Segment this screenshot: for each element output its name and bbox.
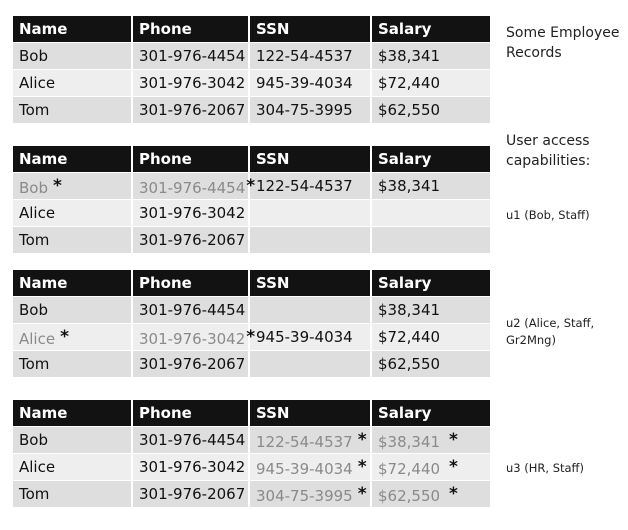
salary-cell <box>372 454 490 480</box>
header-phone: Phone <box>133 270 248 296</box>
header-name: Name <box>13 400 131 426</box>
ssn-cell <box>250 481 370 507</box>
table-row <box>13 324 490 350</box>
ssn-cell: 122-54-4537 <box>250 173 370 199</box>
table-row <box>13 200 490 226</box>
phone-cell: 301-976-4454 <box>133 43 248 69</box>
header-name: Name <box>13 270 131 296</box>
star-marker: * <box>357 483 367 504</box>
salary-cell <box>372 200 490 226</box>
salary-cell: $62,550 <box>372 351 490 377</box>
star-marker: * <box>357 456 367 477</box>
ssn-cell <box>250 227 370 253</box>
records-caption: Some Employee Records <box>506 25 620 61</box>
name-text: Alice <box>19 329 56 348</box>
table-row <box>13 43 490 69</box>
salary-cell: $38,341 <box>372 173 490 199</box>
u2-user-label: u2 (Alice, Staff, Gr2Mng) <box>506 316 595 347</box>
header-ssn: SSN <box>250 16 370 42</box>
ssn-cell <box>250 200 370 226</box>
ssn-cell <box>250 427 370 453</box>
header-ssn: SSN <box>250 400 370 426</box>
header-name: Name <box>13 146 131 172</box>
name-cell: Tom <box>13 227 131 253</box>
star-marker: * <box>53 175 62 196</box>
header-salary: Salary <box>372 270 490 296</box>
table-row <box>13 227 490 253</box>
u1-user-label: u1 (Bob, Staff) <box>506 208 590 222</box>
ssn-cell: 304-75-3995 <box>250 97 370 123</box>
salary-cell: $62,550 <box>372 97 490 123</box>
star-marker: * <box>449 429 458 450</box>
phone-cell: 301-976-3042 <box>133 454 248 480</box>
header-phone: Phone <box>133 16 248 42</box>
ssn-cell: 122-54-4537 <box>250 43 370 69</box>
phone-cell: 301-976-4454 <box>133 297 248 323</box>
ssn-cell <box>250 351 370 377</box>
salary-text: $62,550 <box>378 486 441 505</box>
phone-cell: 301-976-2067 <box>133 97 248 123</box>
table-row <box>13 97 490 123</box>
header-phone: Phone <box>133 400 248 426</box>
u2-view-table <box>11 269 492 378</box>
salary-text: $72,440 <box>378 459 441 478</box>
header-salary: Salary <box>372 400 490 426</box>
phone-text: 301-976-4454 <box>139 178 246 197</box>
salary-cell <box>372 427 490 453</box>
star-marker: * <box>449 456 458 477</box>
header-row <box>13 400 490 426</box>
star-marker: * <box>246 175 256 196</box>
ssn-text: 945-39-4034 <box>256 459 353 478</box>
table-row <box>13 173 490 199</box>
phone-cell: 301-976-3042 <box>133 200 248 226</box>
header-name: Name <box>13 16 131 42</box>
u3-view-table <box>11 399 492 508</box>
header-row <box>13 146 490 172</box>
phone-cell: 301-976-4454 <box>133 427 248 453</box>
star-marker: * <box>357 429 367 450</box>
name-cell <box>13 173 131 199</box>
phone-text: 301-976-3042 <box>139 329 246 348</box>
ssn-text: 304-75-3995 <box>256 486 353 505</box>
phone-cell: 301-976-2067 <box>133 351 248 377</box>
name-cell <box>13 324 131 350</box>
header-row <box>13 16 490 42</box>
header-salary: Salary <box>372 16 490 42</box>
phone-cell: 301-976-3042 <box>133 70 248 96</box>
star-marker: * <box>60 326 69 347</box>
phone-cell: 301-976-2067 <box>133 227 248 253</box>
salary-cell: $72,440 <box>372 324 490 350</box>
phone-cell <box>133 173 256 199</box>
ssn-cell: 945-39-4034 <box>250 70 370 96</box>
name-cell: Bob <box>13 43 131 69</box>
salary-text: $38,341 <box>378 432 441 451</box>
name-cell: Bob <box>13 427 131 453</box>
name-cell: Tom <box>13 481 131 507</box>
header-ssn: SSN <box>250 270 370 296</box>
salary-cell: $38,341 <box>372 297 490 323</box>
phone-cell: 301-976-2067 <box>133 481 248 507</box>
table-row <box>13 454 490 480</box>
salary-cell: $72,440 <box>372 70 490 96</box>
u1-view-table <box>11 145 492 254</box>
salary-cell: $38,341 <box>372 43 490 69</box>
employee-records-table <box>11 15 492 124</box>
salary-cell <box>372 227 490 253</box>
salary-cell <box>372 481 490 507</box>
name-cell: Alice <box>13 70 131 96</box>
capabilities-caption: User access capabilities: <box>506 133 591 169</box>
name-cell: Alice <box>13 200 131 226</box>
table-row <box>13 481 490 507</box>
header-phone: Phone <box>133 146 248 172</box>
table-row <box>13 427 490 453</box>
name-cell: Tom <box>13 351 131 377</box>
header-row <box>13 270 490 296</box>
table-row <box>13 351 490 377</box>
name-cell: Bob <box>13 297 131 323</box>
name-cell: Alice <box>13 454 131 480</box>
ssn-cell <box>250 297 370 323</box>
header-ssn: SSN <box>250 146 370 172</box>
ssn-cell <box>250 454 370 480</box>
u3-user-label: u3 (HR, Staff) <box>506 461 584 475</box>
ssn-cell: 945-39-4034 <box>250 324 370 350</box>
table-row <box>13 70 490 96</box>
ssn-text: 122-54-4537 <box>256 432 353 451</box>
header-salary: Salary <box>372 146 490 172</box>
phone-cell <box>133 324 256 350</box>
name-cell: Tom <box>13 97 131 123</box>
star-marker: * <box>246 326 256 347</box>
star-marker: * <box>449 483 458 504</box>
table-row <box>13 297 490 323</box>
name-text: Bob <box>19 178 48 197</box>
